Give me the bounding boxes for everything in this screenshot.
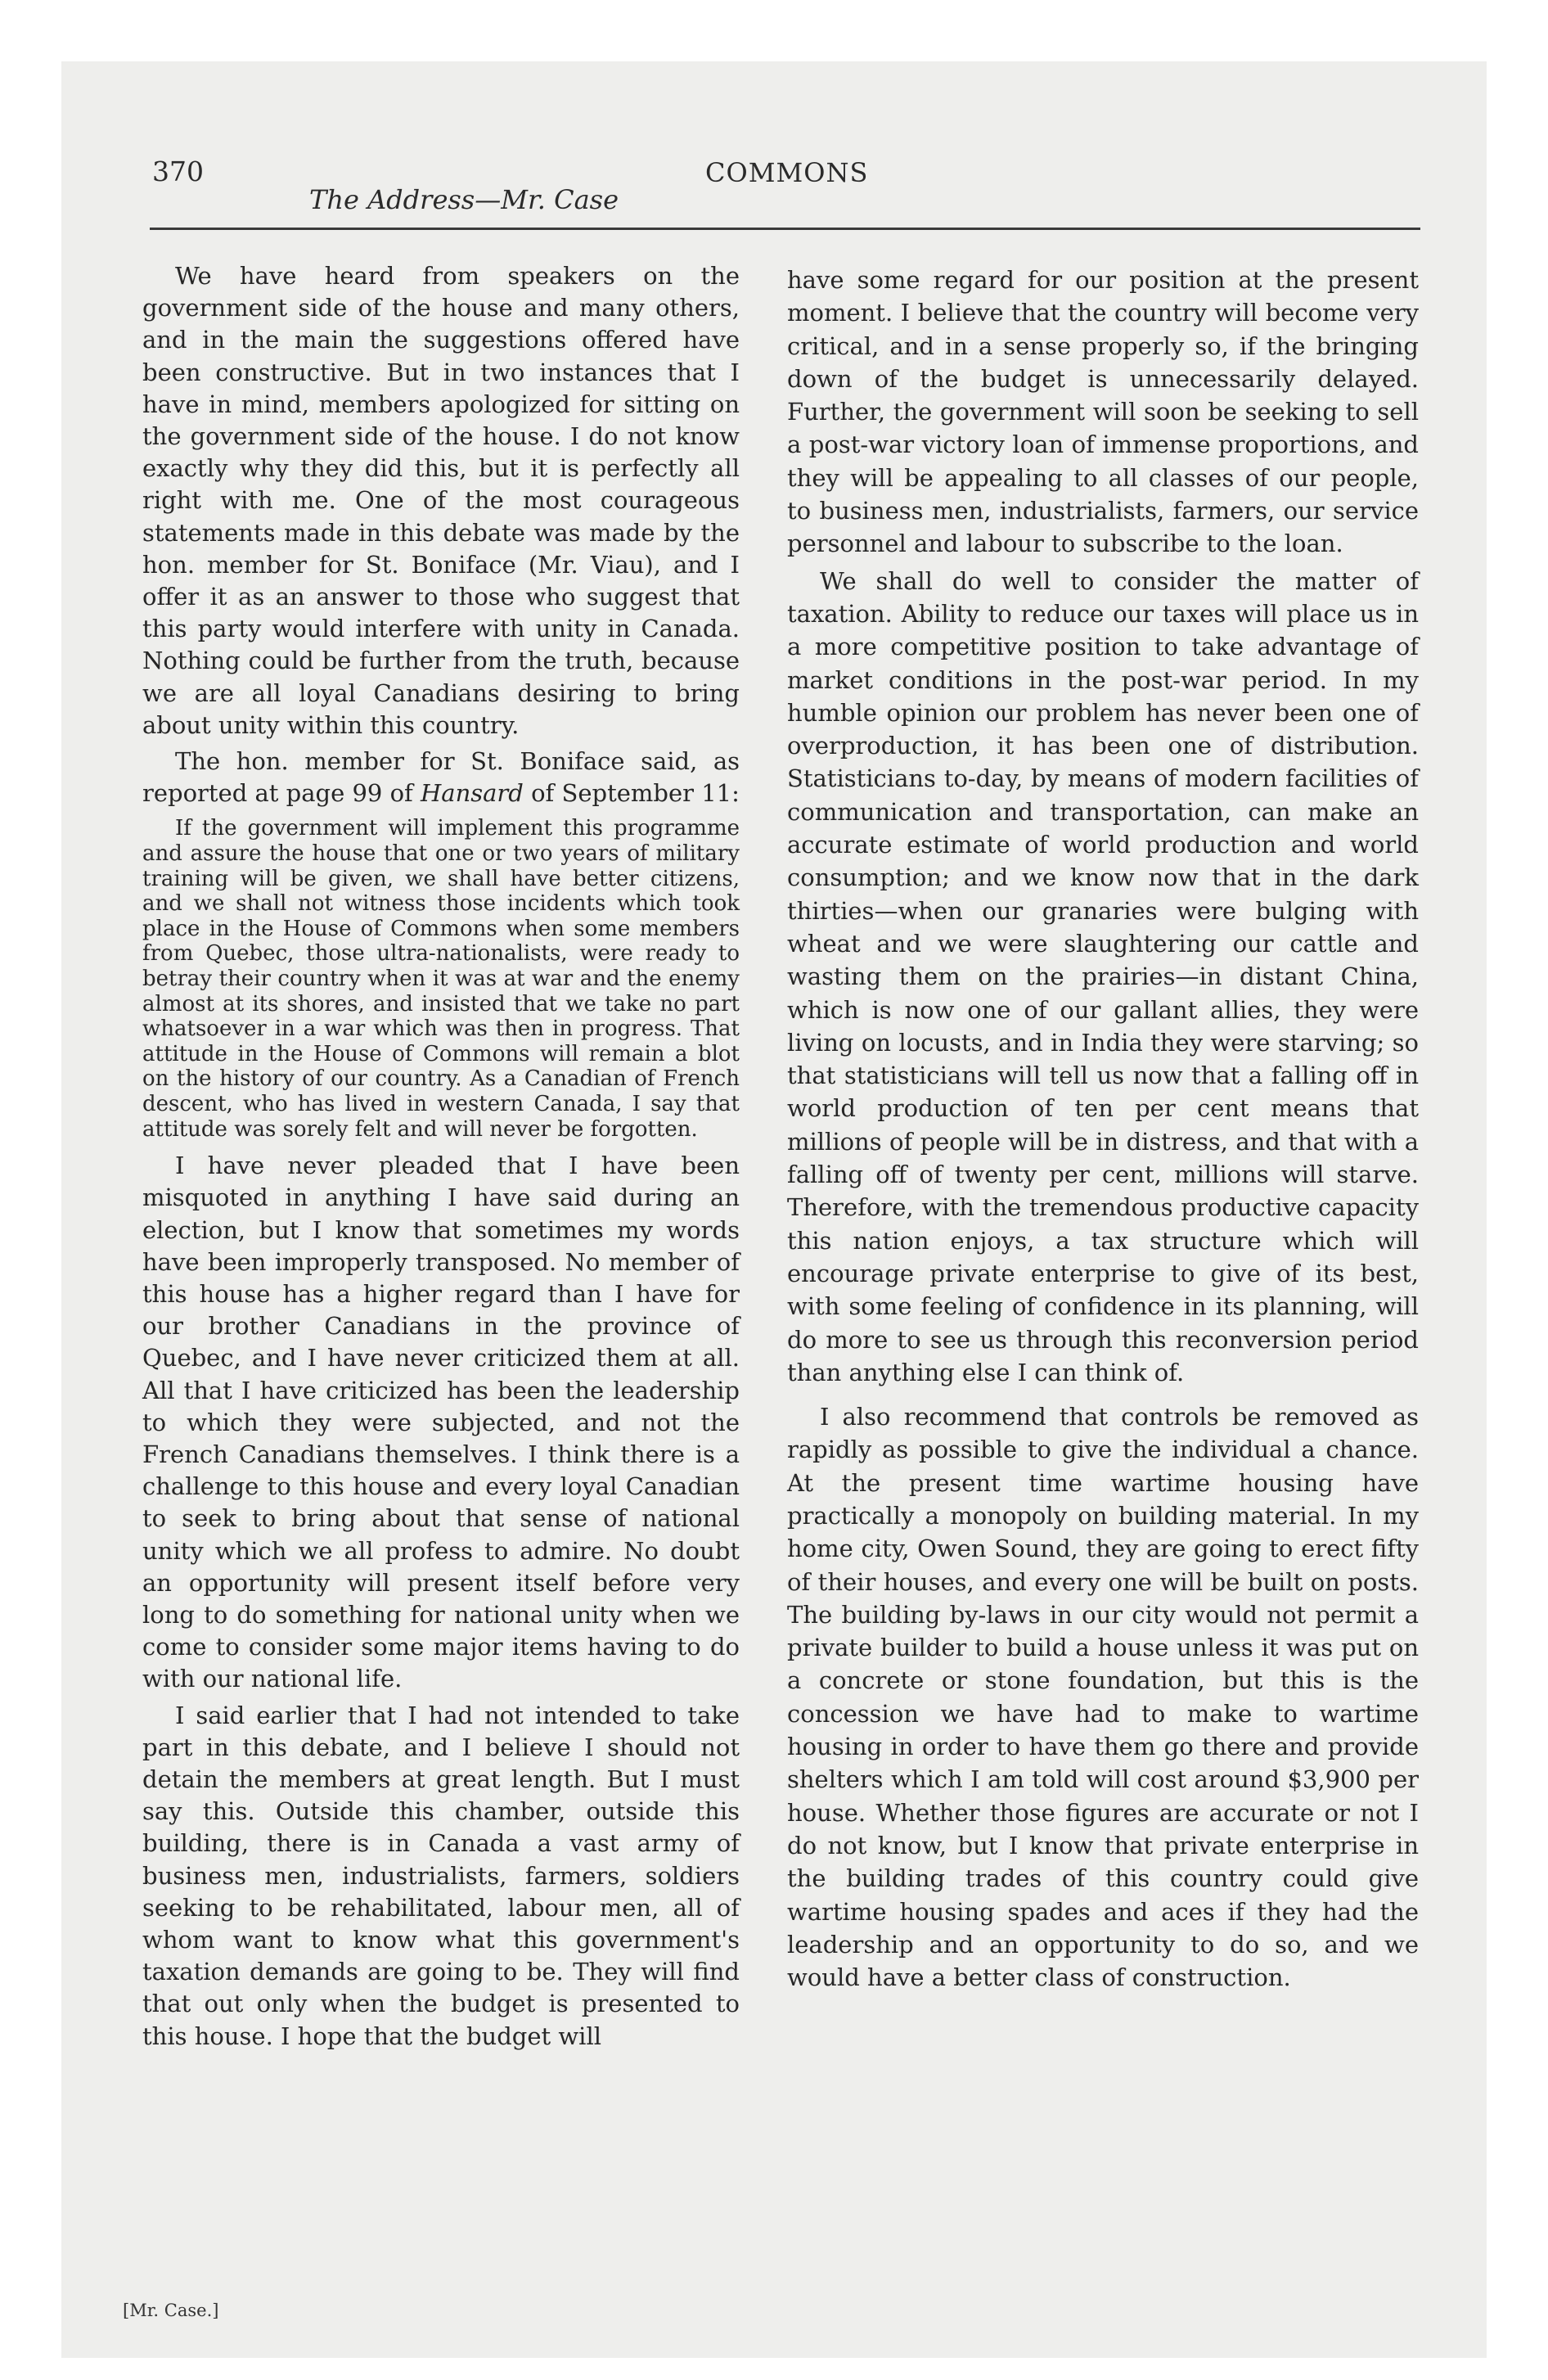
block-quote	[142, 816, 740, 1142]
paragraph: I also recommend that controls be removed as rapidly as possible to give the individual a chance. At the present time wartime housing have practically a monopoly on building material. In my home city, Owen Sound, they are going to erect fifty of their houses, and every one will be built on posts. The building by-laws in our city would not permit a private builder to build a house unless it was put on a concrete or stone foundation, but this is the concession we have had to make to wartime housing in order to have them go there and provide shelters which I am told will cost around $3,900 per house. Whether those figures are accurate or not I do not know, but I know that private enterprise in the building trades of this country could give wartime housing spades and aces if they had the leadership and an opportunity to do so, and we would have a better class of construction.	[787, 1403, 1419, 1992]
paragraph: I have never pleaded that I have been misquoted in anything I have said during an election, but I know that sometimes my words have been improperly transposed. No member of this house has a higher regard than I have for our brother Canadians in the province of Quebec, and I have never criticized them at all. All that I have criticized has been the leadership to which they were subjected, and not the French Canadians themselves. I think there is a challenge to this house and every loyal Canadian to seek to bring about that sense of national unity which we all profess to admire. No doubt an opportunity will present itself before very long to do something for national unity when we come to consider some major items having to do with our national life.	[142, 1152, 740, 1693]
running-head: COMMONS	[705, 157, 869, 188]
paragraph: We shall do well to consider the matter of taxation. Ability to reduce our taxes will place us in a more competitive position to take advantage of market conditions in the post-war period. In my humble opinion our problem has never been one of overproduction, it has been one of distribution. Statisticians to-day, by means of modern facilities of communication and transportation, can make an accurate estimate of world production and world consumption; and we know now that in the dark thirties—when our granaries were bulging with wheat and we were slaughtering our cattle and wasting them on the prairies—in distant China, which is now one of our gallant allies, they were living on locusts, and in India they were starving; so that statisticians will tell us now that a falling off in world production of ten per cent means that millions of people will be in distress, and that with a falling off of twenty per cent, millions will starve. Therefore, with the tremendous productive capacity this nation enjoys, a tax structure which will encourage private enterprise to give of its best, with some feeling of confidence in its planning, will do more to see us through this reconversion period than anything else I can think of.	[787, 566, 1419, 1386]
right-column	[787, 264, 1419, 1994]
hansard-italic: Hansard	[421, 779, 524, 808]
header-rule	[150, 228, 1420, 230]
speaker-footer-note: [Mr. Case.]	[123, 2301, 219, 2320]
left-column	[142, 260, 740, 2053]
page-number: 370	[152, 156, 204, 187]
paragraph: have some regard for our position at the present moment. I believe that the country will become very critical, and in a sense properly so, if the bringing down of the budget is unnecessarily delayed. Further, the government will soon be seeking to sell a post-war victory loan of immense proportions, and they will be appealing to all classes of our people, to business men, industrialists, farmers, our service personnel and labour to subscribe to the loan.	[787, 266, 1419, 558]
paragraph: We have heard from speakers on the government side of the house and many others, and in the main the suggestions offered have been constructive. But in two instances that I have in mind, members apologized for sitting on the government side of the house. I do not know exactly why they did this, but it is perfectly all right with me. One of the most courageous statements made in this debate was made by the hon. member for St. Boniface (Mr. Viau), and I offer it as an answer to those who suggest that this party would interfere with unity in Canada. Nothing could be further from the truth, because we are all loyal Canadians desiring to bring about unity within this country.	[142, 262, 740, 739]
running-subhead: The Address—Mr. Case	[309, 184, 619, 215]
paragraph: I said earlier that I had not intended to take part in this debate, and I believe I should not detain the members at great length. But I must say this. Outside this chamber, outside this building, there is in Canada a vast army of business men, industrialists, farmers, soldiers seeking to be rehabilitated, labour men, all of whom want to know what this government's taxation demands are going to be. They will find that out only when the budget is presented to this house. I hope that the budget will	[142, 1701, 740, 2050]
paragraph-text: The hon. member for St. Boniface said, as reported at page 99 of	[142, 747, 740, 808]
paragraph-text: of September 11:	[531, 779, 740, 808]
paragraph	[142, 746, 740, 809]
quote-text: If the government will implement this programme and assure the house that one or two years of military training will be given, we shall have better citizens, and we shall not witness those incidents which took place in the House of Commons when some members from Quebec, those ultra-nationalists, were ready to betray their country when it was at war and the enemy almost at its shores, and insisted that we take no part whatsoever in a war which was then in progress. That attitude in the House of Commons will remain a blot on the history of our country. As a Canadian of French descent, who has lived in western Canada, I say that attitude was sorely felt and will never be forgotten.	[142, 816, 740, 1142]
